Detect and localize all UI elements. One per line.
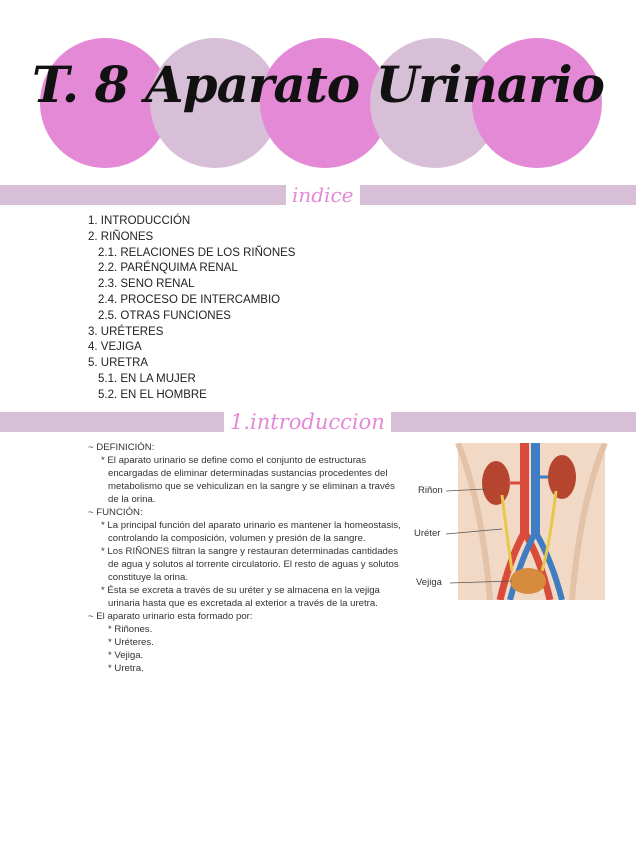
formed-item: * Vejiga. <box>108 650 144 661</box>
toc-item: 4. VEJIGA <box>88 341 142 354</box>
urinary-system-figure <box>412 443 612 600</box>
table-of-contents <box>88 214 295 404</box>
toc-item: 1. INTRODUCCIÓN <box>88 215 191 227</box>
toc-item: 2.2. PARÉNQUIMA RENAL <box>98 262 238 275</box>
toc-item: 5.1. EN LA MUJER <box>98 372 196 385</box>
toc-item: 2.5. OTRAS FUNCIONES <box>98 309 231 322</box>
function-item: * Los RIÑONES filtran la sangre y restauran determinadas cantidades de agua y solutos al torrente circulatorio. El resto de aguas y solutos constituye la orina. <box>101 546 399 583</box>
toc-item: 3. URÉTERES <box>88 325 164 338</box>
formed-item: * Uretra. <box>108 663 144 674</box>
toc-item: 5.2. EN EL HOMBRE <box>98 388 207 401</box>
toc-item: 2.1. RELACIONES DE LOS RIÑONES <box>98 246 296 259</box>
page-title: T. 8 Aparato Urinario <box>32 55 604 114</box>
toc-item: 5. URETRA <box>88 357 149 370</box>
formed-item: * Uréteres. <box>108 637 154 648</box>
definition-text: * El aparato urinario se define como el conjunto de estructuras encargadas de eliminar determinadas sustancias procedentes del metabolismo que se vehiculizan en la sangre y se eliminan a través de la orina. <box>101 455 395 505</box>
kidney-label: Riñon <box>418 485 443 496</box>
intro-content <box>88 441 406 675</box>
bladder-label: Vejiga <box>416 577 442 588</box>
function-item: * La principal función del aparato urinario es mantener la homeostasis, controlando la composición, volumen y presión de la sangre. <box>101 520 401 544</box>
formed-item: * Riñones. <box>108 624 153 635</box>
function-item: * Ésta se excreta a través de su uréter y se almacena en la vejiga urinaria hasta que es excretada al exterior a través de la uretra. <box>101 585 380 609</box>
index-band-label: indice <box>286 185 360 205</box>
intro-band-label: 1.introduccion <box>224 412 391 432</box>
definition-heading: ~ DEFINICIÓN: <box>88 442 155 453</box>
toc-item: 2. RIÑONES <box>88 230 154 243</box>
toc-item: 2.4. PROCESO DE INTERCAMBIO <box>98 293 281 306</box>
label-leader-lines <box>412 443 612 600</box>
function-heading: ~ FUNCIÓN: <box>88 507 143 518</box>
formed-heading: ~ El aparato urinario esta formado por: <box>88 611 253 622</box>
ureter-label: Uréter <box>414 528 441 539</box>
toc-item: 2.3. SENO RENAL <box>98 278 195 291</box>
